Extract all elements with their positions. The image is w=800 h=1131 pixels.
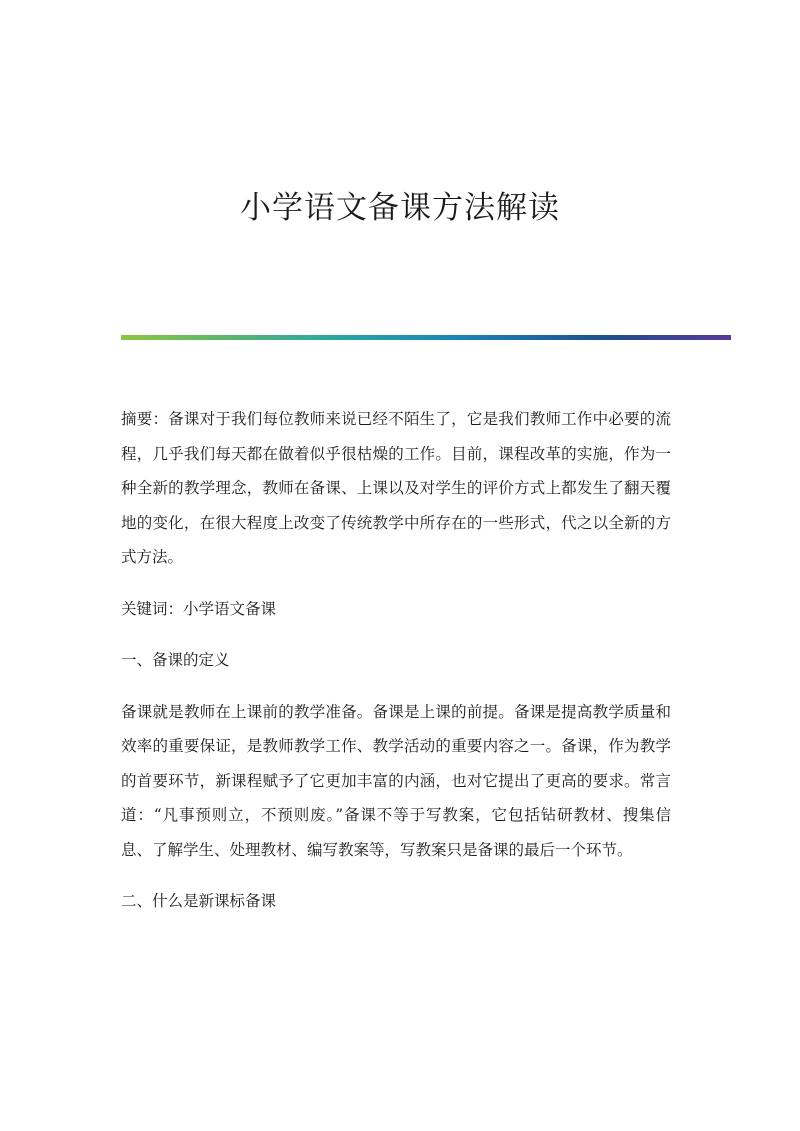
definition-paragraph: 备课就是教师在上课前的教学准备。备课是上课的前提。备课是提高教学质量和效率的重要保证，是教师教学工作、教学活动的重要内容之一。备课，作为教学的首要环节，新课程赋予了它更加丰富的内涵，也对它提出了更高的要求。常言道：“凡事预则立，不预则废。”备课不等于写教案，它包括钻研教材、搜集信息、了解学生、处理教材、编写教案等，写教案只是备课的最后一个环节。 <box>121 702 671 859</box>
gradient-divider <box>121 335 731 340</box>
section-heading-definition: 一、备课的定义 <box>121 651 230 669</box>
abstract-paragraph: 摘要：备课对于我们每位教师来说已经不陌生了，它是我们教师工作中必要的流程，几乎我们每天都在做着似乎很枯燥的工作。目前，课程改革的实施，作为一种全新的教学理念，教师在备课、上课以及对学生的评价方式上都发生了翻天覆地的变化，在很大程度上改变了传统教学中所存在的一些形式，代之以全新的方式方法。 <box>121 410 671 566</box>
document-title: 小学语文备课方法解读 <box>240 190 560 226</box>
document-body <box>121 402 671 936</box>
keywords-line: 关键词：小学语文备课 <box>121 599 277 618</box>
section-heading-new-curriculum: 二、什么是新课标备课 <box>121 892 277 910</box>
